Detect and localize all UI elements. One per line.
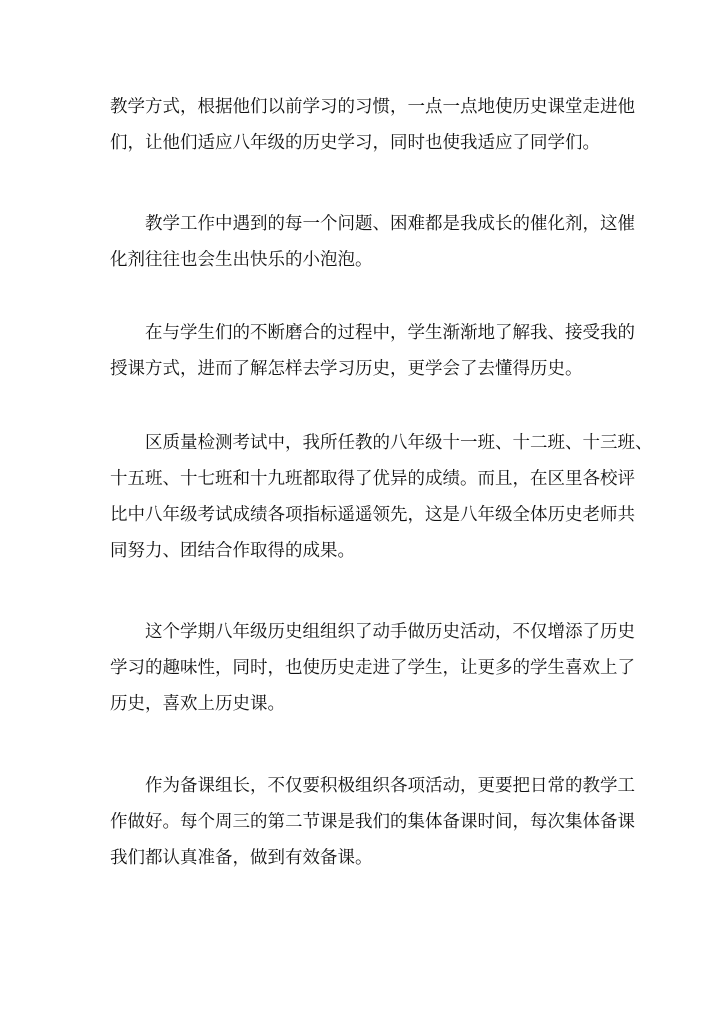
paragraph-lesson-preparation bbox=[110, 768, 635, 876]
text-line: 同努力、团结合作取得的成果。 bbox=[110, 541, 355, 561]
text-line: 们，让他们适应八年级的历史学习，同时也使我适应了同学们。 bbox=[110, 133, 600, 153]
text-line: 教学工作中遇到的每一个问题、困难都是我成长的催化剂，这催 bbox=[145, 214, 635, 234]
text-line: 我们都认真准备，做到有效备课。 bbox=[110, 848, 373, 868]
text-line: 作为备课组长，不仅要积极组织各项活动，更要把日常的教学工 bbox=[145, 776, 635, 796]
paragraph-student-adaptation bbox=[110, 315, 635, 387]
text-line: 区质量检测考试中，我所任教的八年级十一班、十二班、十三班、 bbox=[145, 433, 653, 453]
text-line: 十五班、十七班和十九班都取得了优异的成绩。而且，在区里各校评 bbox=[110, 469, 635, 489]
text-line: 教学方式，根据他们以前学习的习惯，一点一点地使历史课堂走进他 bbox=[110, 97, 635, 117]
paragraph-history-activity bbox=[110, 614, 635, 722]
text-line: 历史，喜欢上历史课。 bbox=[110, 694, 285, 714]
paragraph-teaching-method bbox=[110, 89, 635, 161]
text-line: 授课方式，进而了解怎样去学习历史，更学会了去懂得历史。 bbox=[110, 359, 583, 379]
paragraph-exam-results bbox=[110, 425, 653, 569]
text-line: 这个学期八年级历史组组织了动手做历史活动，不仅增添了历史 bbox=[145, 622, 635, 642]
text-line: 化剂往往也会生出快乐的小泡泡。 bbox=[110, 250, 373, 270]
text-line: 作做好。每个周三的第二节课是我们的集体备课时间，每次集体备课 bbox=[110, 812, 635, 832]
paragraph-problems-catalyst bbox=[110, 206, 635, 278]
text-line: 学习的趣味性，同时，也使历史走进了学生，让更多的学生喜欢上了 bbox=[110, 658, 635, 678]
text-line: 在与学生们的不断磨合的过程中，学生渐渐地了解我、接受我的 bbox=[145, 323, 635, 343]
text-line: 比中八年级考试成绩各项指标遥遥领先，这是八年级全体历史老师共 bbox=[110, 505, 635, 525]
